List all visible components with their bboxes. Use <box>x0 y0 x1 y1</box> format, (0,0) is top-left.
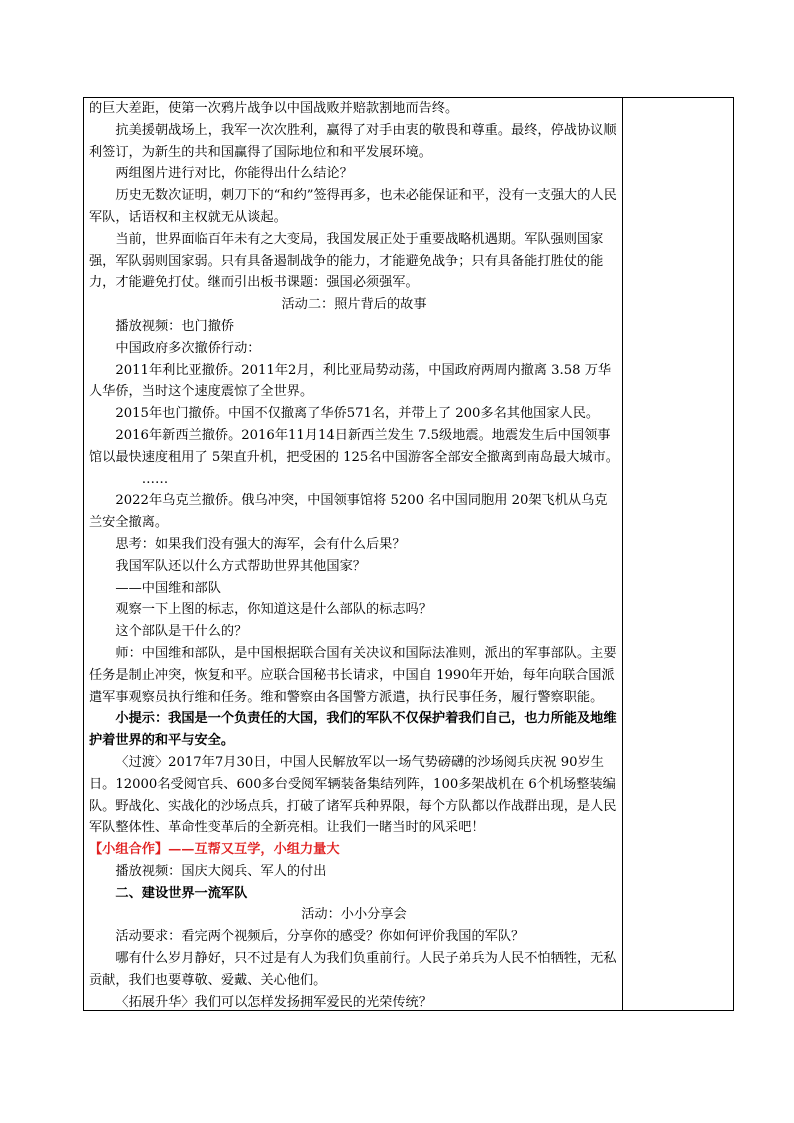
paragraph: 2022年乌克兰撤侨。俄乌冲突，中国领事馆将 5200 名中国同胞用 20架飞机从乌克兰安全撤离。 <box>89 493 608 531</box>
paragraph: 活动要求：看完两个视频后，分享你的感受？你如何评价我国的军队？ <box>115 929 525 945</box>
paragraph: 观察一下上图的标志，你知道这是什么部队的标志吗？ <box>115 602 432 618</box>
paragraph: 2011年利比亚撤侨。2011年2月，利比亚局势动荡，中国政府两周内撤离 3.58 万华人华侨，当时这个速度震惊了全世界。 <box>89 362 612 400</box>
activity-heading: 活动二：照片背后的故事 <box>281 297 427 313</box>
paragraph: 思考：如果我们没有强大的海军，会有什么后果？ <box>115 536 406 552</box>
paragraph: 〈拓展升华〉我们可以怎样发扬拥军爱民的光荣传统？ <box>115 994 432 1010</box>
paragraph: 的巨大差距，使第一次鸦片战争以中国战败并赔款割地而告终。 <box>89 101 459 116</box>
paragraph: 2016年新西兰撤侨。2016年11月14日新西兰发生 7.5级地震。地震发生后中国领事馆以最快速度租用了 5架直升机，把受困的 125名中国游客全部安全撤离到南岛最大城市。 <box>89 427 619 465</box>
paragraph: ——中国维和部队 <box>115 580 221 596</box>
paragraph: 2015年也门撤侨。中国不仅撤离了华侨571名，并带上了 200多名其他国家人民。 <box>115 406 600 422</box>
paragraph: 两组图片进行对比，你能得出什么结论？ <box>115 166 353 182</box>
activity-heading: 活动：小小分享会 <box>301 907 407 923</box>
group-cooperation-heading: 【小组合作】——互帮又互学，小组力量大 <box>89 842 340 858</box>
lesson-table <box>83 97 734 1011</box>
paragraph: 播放视频：国庆大阅兵、军人的付出 <box>115 863 327 879</box>
section-heading: 二、建设世界一流军队 <box>115 885 248 901</box>
paragraph: 〈过渡〉2017年7月30日，中国人民解放军以一场气势磅礴的沙场阅兵庆祝 90岁生日。12000名受阅官兵、600多台受阅军辆装备集结列阵，100多架战机在 6个机场整装编队。野战化、实战化的沙场点兵，打破了诸军兵种界限，每个方队都以作战群出现，是人民军队整体性、革命性变革后的全新亮相。让我们一睹当时的风采吧！ <box>89 754 617 836</box>
column-divider <box>622 98 623 1010</box>
paragraph: 当前，世界面临百年未有之大变局，我国发展正处于重要战略机遇期。军队强则国家强，军队弱则国家弱。只有具备遏制战争的能力，才能避免战争；只有具备能打胜仗的能力，才能避免打仗。继而引出板书课题：强国必须强军。 <box>89 231 604 291</box>
paragraph: 抗美援朝战场上，我军一次次胜利，赢得了对手由衷的敬畏和尊重。最终，停战协议顺利签订，为新生的共和国赢得了国际地位和和平发展环境。 <box>89 122 617 160</box>
paragraph: 这个部队是干什么的？ <box>115 624 248 640</box>
paragraph: 历史无数次证明，刺刀下的“和约”签得再多，也未必能保证和平，没有一支强大的人民军队，话语权和主权就无从谈起。 <box>89 188 617 225</box>
paragraph: 中国政府多次撤侨行动： <box>115 340 261 356</box>
tip-paragraph: 小提示：我国是一个负责任的大国，我们的军队不仅保护着我们自己，也力所能及地维护着世界的和平与安全。 <box>89 711 617 749</box>
paragraph: 师：中国维和部队，是中国根据联合国有关决议和国际法准则，派出的军事部队。主要任务是制止冲突，恢复和平。应联合国秘书长请求，中国自 1990年开始，每年向联合国派遣军事观察员执行维和任务。维和警察由各国警方派遣，执行民事任务，履行警察职能。 <box>89 645 617 705</box>
paragraph: 哪有什么岁月静好，只不过是有人为我们负重前行。人民子弟兵为人民不怕牺牲，无私贡献，我们也要尊敬、爱戴、关心他们。 <box>89 951 617 988</box>
paragraph: 播放视频：也门撤侨 <box>115 318 235 334</box>
ellipsis: …… <box>141 471 169 487</box>
lesson-content <box>89 98 619 1013</box>
paragraph: 我国军队还以什么方式帮助世界其他国家？ <box>115 558 366 574</box>
